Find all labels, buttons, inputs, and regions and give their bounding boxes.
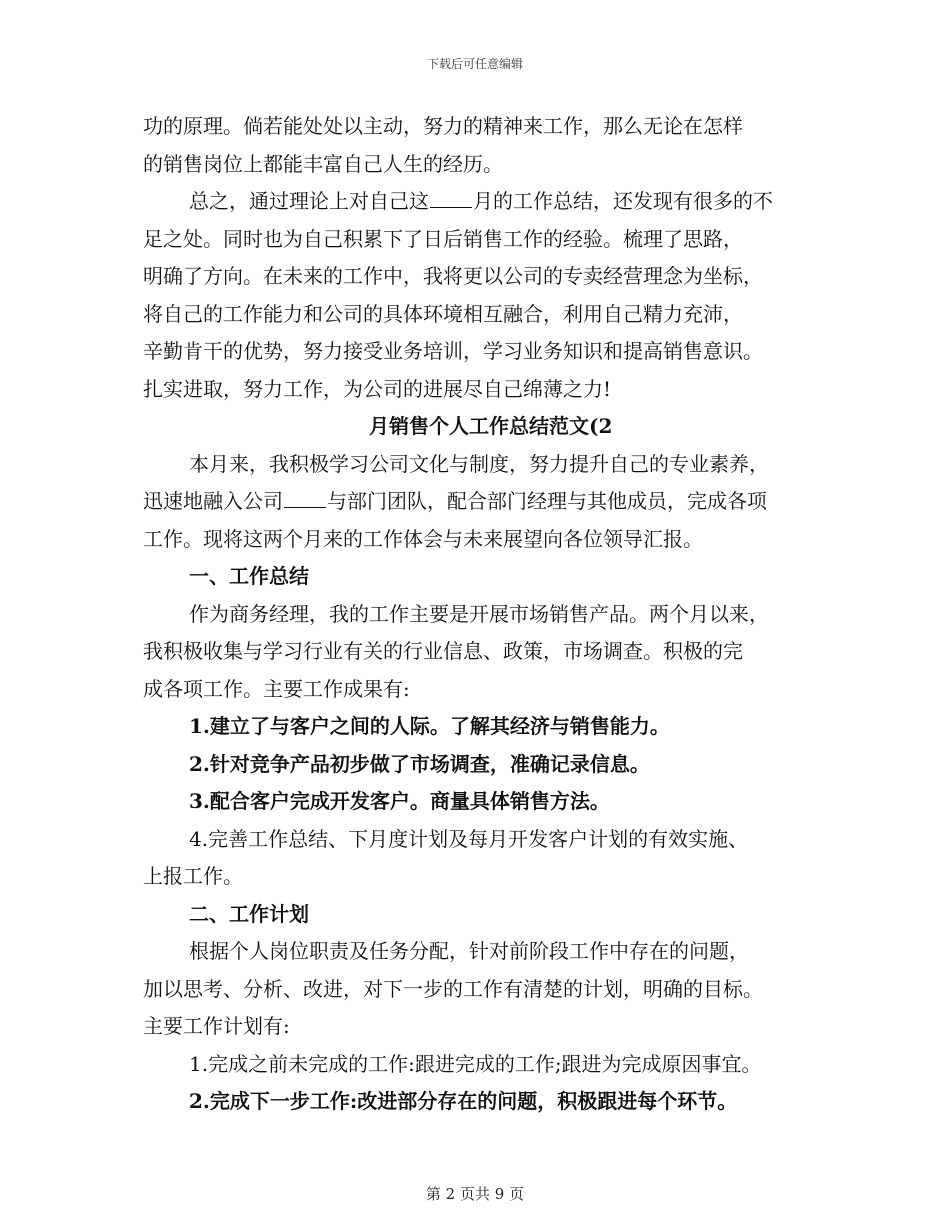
paragraph-line: 我积极收集与学习行业有关的行业信息、政策，市场调查。积极的完 <box>143 639 743 663</box>
paragraph-line: 的销售岗位上都能丰富自己人生的经历。 <box>143 151 503 176</box>
paragraph-line: 将自己的工作能力和公司的具体环境相互融合，利用自己精力充沛， <box>143 301 743 326</box>
paragraph-line: 扎实进取，努力工作，为公司的进展尽自己绵薄之力! <box>143 376 612 401</box>
list-item: 3.配合客户完成开发客户。商量具体销售方法。 <box>189 789 610 813</box>
list-item: 1.完成之前未完成的工作:跟进完成的工作;跟进为完成原因事宜。 <box>189 1051 762 1076</box>
paragraph-line: 加以思考、分析、改进，对下一步的工作有清楚的计划，明确的目标。 <box>143 976 763 1001</box>
paragraph-line: 本月来，我积极学习公司文化与制度，努力提升自己的专业素养， <box>189 451 769 476</box>
paragraph-line: 辛勤肯干的优势，努力接受业务培训，学习业务知识和提高销售意识。 <box>143 339 763 363</box>
list-item: 4.完善工作总结、下月度计划及每月开发客户计划的有效实施、 <box>189 826 749 851</box>
text-segment: 与部门团队，配合部门经理与其他成员，完成各项 <box>327 489 767 513</box>
paragraph-line: 上报工作。 <box>143 864 243 888</box>
section-heading: 一、工作总结 <box>189 564 309 588</box>
list-item: 2.针对竞争产品初步做了市场调查，准确记录信息。 <box>189 751 650 776</box>
list-item: 2.完成下一步工作:改进部分存在的问题，积极跟进每个环节。 <box>189 1089 738 1113</box>
page-header: 下载后可任意编辑 <box>426 57 523 71</box>
paragraph-line: 足之处。同时也为自己积累下了日后销售工作的经验。梳理了思路， <box>143 226 743 251</box>
section-title: 月销售个人工作总结范文(2 <box>369 414 613 438</box>
fill-in-blank <box>430 187 472 208</box>
text-segment: 总之，通过理论上对自己这 <box>189 189 429 213</box>
paragraph-line: 工作。现将这两个月来的工作体会与未来展望向各位领导汇报。 <box>143 526 703 551</box>
page-footer: 第 2 页共 9 页 <box>425 1185 525 1203</box>
paragraph-line <box>143 183 823 221</box>
paragraph-line: 功的原理。倘若能处处以主动，努力的精神来工作，那么无论在怎样 <box>143 114 743 138</box>
text-segment: 迅速地融入公司 <box>143 489 283 513</box>
list-item: 1.建立了与客户之间的人际。了解其经济与销售能力。 <box>189 714 670 738</box>
fill-in-blank <box>284 487 326 508</box>
text-segment: 月的工作总结，还发现有很多的不 <box>473 189 773 213</box>
paragraph-line: 根据个人岗位职责及任务分配，针对前阶段工作中存在的问题， <box>189 939 749 963</box>
section-heading: 二、工作计划 <box>189 901 309 926</box>
paragraph-line: 明确了方向。在未来的工作中，我将更以公司的专卖经营理念为坐标， <box>143 264 763 288</box>
paragraph-line: 作为商务经理，我的工作主要是开展市场销售产品。两个月以来， <box>189 601 769 626</box>
paragraph-line <box>143 483 823 521</box>
paragraph-line: 成各项工作。主要工作成果有: <box>143 676 410 701</box>
paragraph-line: 主要工作计划有: <box>143 1014 290 1038</box>
document-body <box>143 108 823 1121</box>
